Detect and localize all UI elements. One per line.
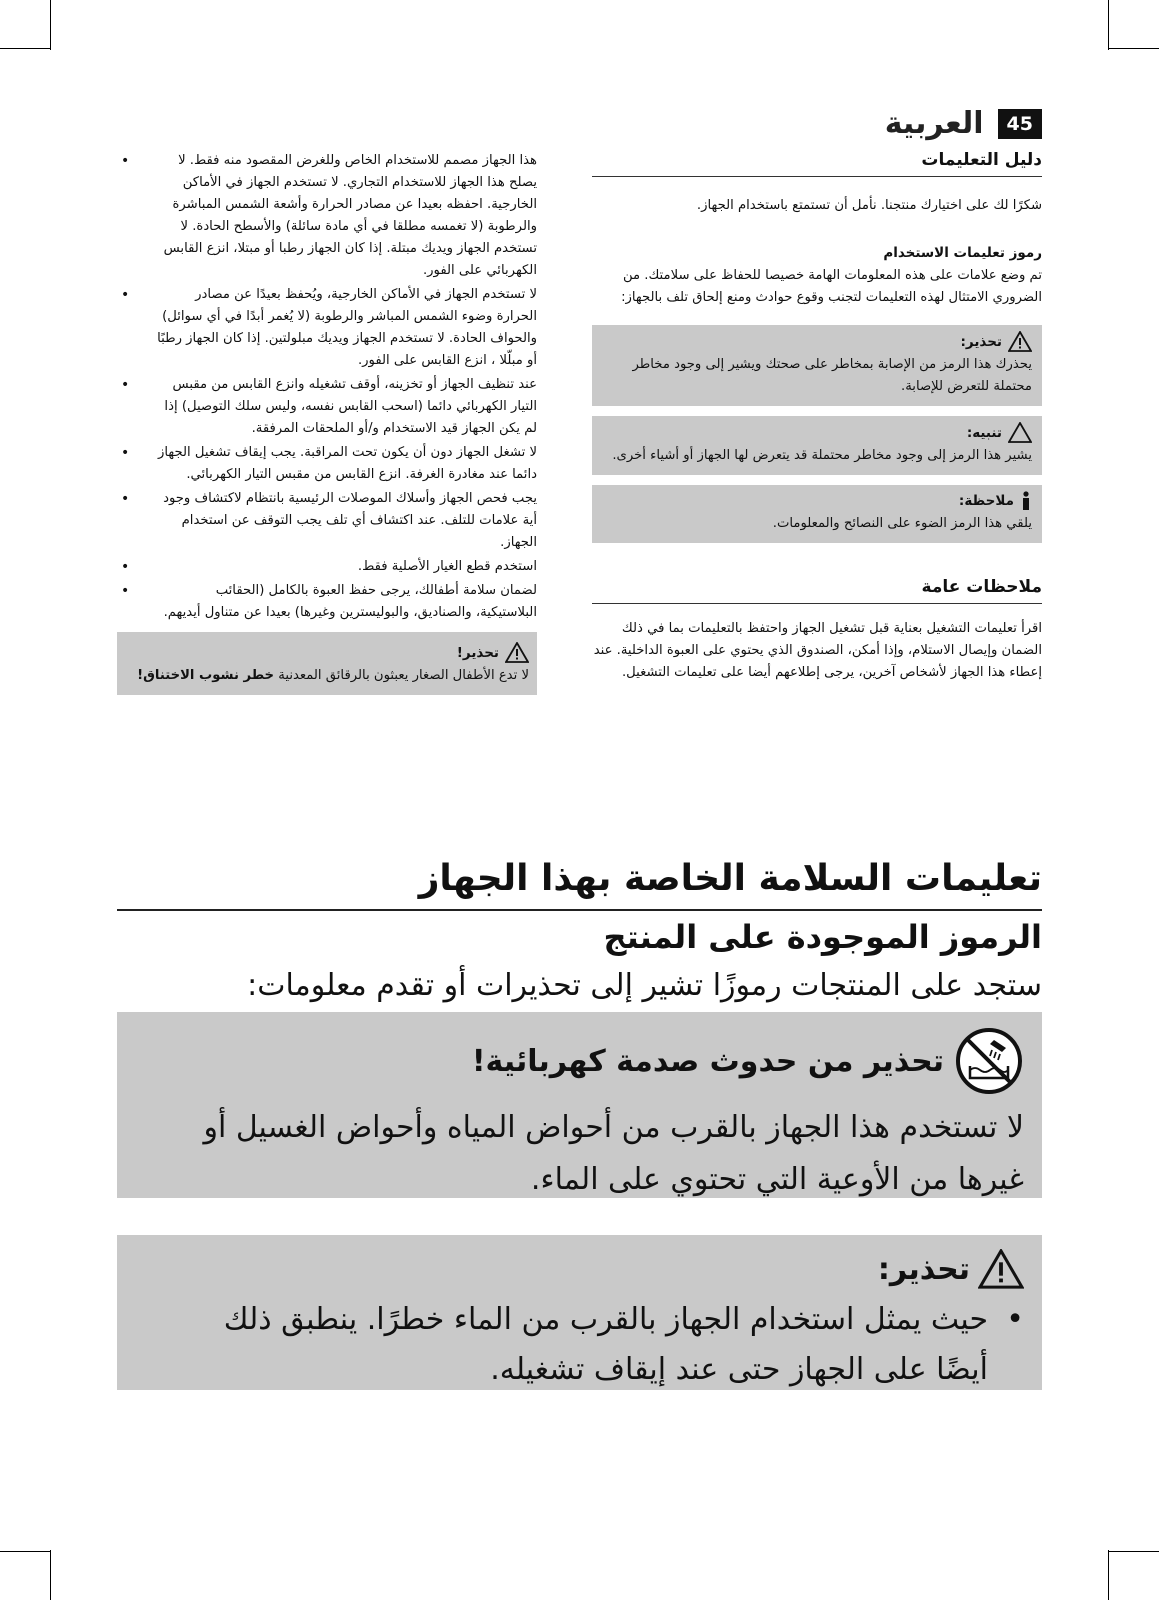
warning-box [592, 325, 1042, 406]
water-warning-list [135, 1295, 1024, 1395]
caution-text: يشير هذا الرمز إلى وجود مخاطر محتملة قد يتعرض لها الجهاز أو أشياء أخرى. [612, 448, 1032, 463]
product-symbols-intro: ستجد على المنتجات رموزًا تشير إلى تحذيرات أو تقدم معلومات: [247, 968, 1042, 1003]
crop-mark [1109, 1551, 1159, 1552]
electric-shock-warning-label: تحذير من حدوث صدمة كهربائية! [471, 1043, 944, 1079]
child-warning-head [125, 642, 529, 663]
crop-mark [1109, 48, 1159, 49]
child-warning-box [117, 632, 537, 695]
electric-shock-warning-box [117, 1012, 1042, 1198]
thanks-text: شكرًا لك على اختيارك منتجنا. نأمل أن تستمتع باستخدام الجهاز. [696, 198, 1042, 213]
safety-bullet-list [117, 150, 537, 624]
general-text: اقرأ تعليمات التشغيل بعناية قبل تشغيل الجهاز واحتفظ بالتعليمات بما في ذلك الضمان وإيصال الاستلام، وإذا أمكن، الصندوق الذي يحتوي على العبوة الداخلية. عند إعطاء هذا الجهاز لأشخاص آخرين، يرجى إطلاعهم أيضا على تعليمات التشغيل. [593, 621, 1042, 680]
child-warning-bold: خطر نشوب الاختناق! [137, 668, 275, 683]
electric-shock-warning-text: لا تستخدم هذا الجهاز بالقرب من أحواض المياه وأحواض الغسيل أو غيرها من الأوعية التي تحتوي على الماء. [203, 1110, 1024, 1197]
warning-label: تحذير: [960, 333, 1002, 350]
water-warning-box [117, 1235, 1042, 1390]
list-item: • لضمان سلامة أطفالك، يرجى حفظ العبوة بالكامل (الحقائب البلاستيكية، والصناديق، والبوليسترين وغيرها) بعيدا عن متناول أيديهم. [117, 580, 537, 624]
water-warning-label: تحذير: [877, 1251, 970, 1287]
list-item: • هذا الجهاز مصمم للاستخدام الخاص وللغرض المقصود منه فقط. لا يصلح هذا الجهاز للاستخدام التجاري. لا تستخدم الجهاز في الأماكن الخارجية. احفظه بعيدا عن مصادر الحرارة وأشعة الشمس المباشرة والرطوبة (لا تغمسه مطلقا في أي مادة سائلة) والأسطح الحادة. لا تستخدم الجهاز ويديك مبتلة. إذا كان الجهاز رطبا أو مبتلا، انزع القابس الكهربائي على الفور. [117, 150, 537, 282]
child-warning-text [125, 665, 529, 687]
safety-section-title: تعليمات السلامة الخاصة بهذا الجهاز [117, 858, 1042, 911]
list-item: • عند تنظيف الجهاز أو تخزينه، أوقف تشغيله وانزع القابس من مقبس التيار الكهربائي دائما (اسحب القابس نفسه، وليس سلك التوصيل) إذا لم يكن الجهاز قيد الاستخدام و/أو الملحقات المرفقة. [117, 374, 537, 440]
warning-icon [1008, 331, 1032, 352]
list-item: • لا تستخدم الجهاز في الأماكن الخارجية، ويُحفظ بعيدًا عن مصادر الحرارة وضوء الشمس المباشر والرطوبة (لا يُغمر أبدًا في أي سوائل) والحواف الحادة. لا تستخدم الجهاز ويديك مبلولتين. إذا كان الجهاز رطبًا أو مبلّلا ، انزع القابس على الفور. [117, 284, 537, 372]
list-item: • يجب فحص الجهاز وأسلاك الموصلات الرئيسية بانتظام لاكتشاف وجود أية علامات للتلف. عند اكتشاف أي تلف يجب التوقف عن استخدام الجهاز. [117, 488, 537, 554]
crop-mark [50, 0, 51, 50]
caution-icon [1008, 422, 1032, 443]
list-item: • حيث يمثل استخدام الجهاز بالقرب من الماء خطرًا. ينطبق ذلك أيضًا على الجهاز حتى عند إيقاف تشغيله. [135, 1295, 1024, 1395]
child-warning-normal: لا تدع الأطفال الصغار يعبثون بالرقائق المعدنية [278, 668, 529, 683]
crop-mark [50, 1550, 51, 1600]
guide-title: دليل التعليمات [592, 150, 1042, 177]
page-language: العربية [884, 106, 984, 141]
page-number: 45 [998, 109, 1042, 139]
caution-label: تنبيه: [966, 424, 1002, 441]
product-symbols-title: الرموز الموجودة على المنتج [603, 918, 1042, 956]
crop-mark [1108, 0, 1109, 50]
symbols-title: رموز تعليمات الاستخدام [883, 245, 1042, 261]
crop-mark [0, 48, 50, 49]
water-warning-head [135, 1249, 1024, 1289]
note-label: ملاحظة: [958, 493, 1014, 509]
symbols-text: تم وضع علامات على هذه المعلومات الهامة خصيصا للحفاظ على سلامتك. من الضروري الامتثال لهذه التعليمات لتجنب وقوع حوادث ومنع إلحاق تلف بالجهاز: [621, 268, 1042, 305]
crop-mark [0, 1551, 50, 1552]
warning-icon [505, 642, 529, 663]
no-water-icon [954, 1026, 1024, 1096]
electric-shock-warning-head [135, 1026, 1024, 1096]
caution-head [602, 422, 1032, 443]
note-head [602, 491, 1032, 511]
info-icon [1020, 491, 1032, 511]
child-warning-label: تحذير! [456, 644, 499, 661]
instructions-column [592, 150, 1042, 684]
note-box [592, 485, 1042, 543]
crop-mark [1108, 1550, 1109, 1600]
warning-head [602, 331, 1032, 352]
list-item: • استخدم قطع الغيار الأصلية فقط. [117, 556, 537, 578]
general-title: ملاحظات عامة [592, 577, 1042, 604]
warning-text: يحذرك هذا الرمز من الإصابة بمخاطر على صحتك ويشير إلى وجود مخاطر محتملة للتعرض للإصابة. [632, 357, 1032, 394]
caution-box [592, 416, 1042, 475]
warning-icon [978, 1249, 1024, 1289]
page-header [885, 106, 1042, 141]
safety-bullets-column [117, 150, 537, 695]
note-text: يلقي هذا الرمز الضوء على النصائح والمعلومات. [772, 516, 1032, 531]
list-item: • لا تشغل الجهاز دون أن يكون تحت المراقبة. يجب إيقاف تشغيل الجهاز دائما عند مغادرة الغرفة. انزع القابس من مقبس التيار الكهربائي. [117, 442, 537, 486]
